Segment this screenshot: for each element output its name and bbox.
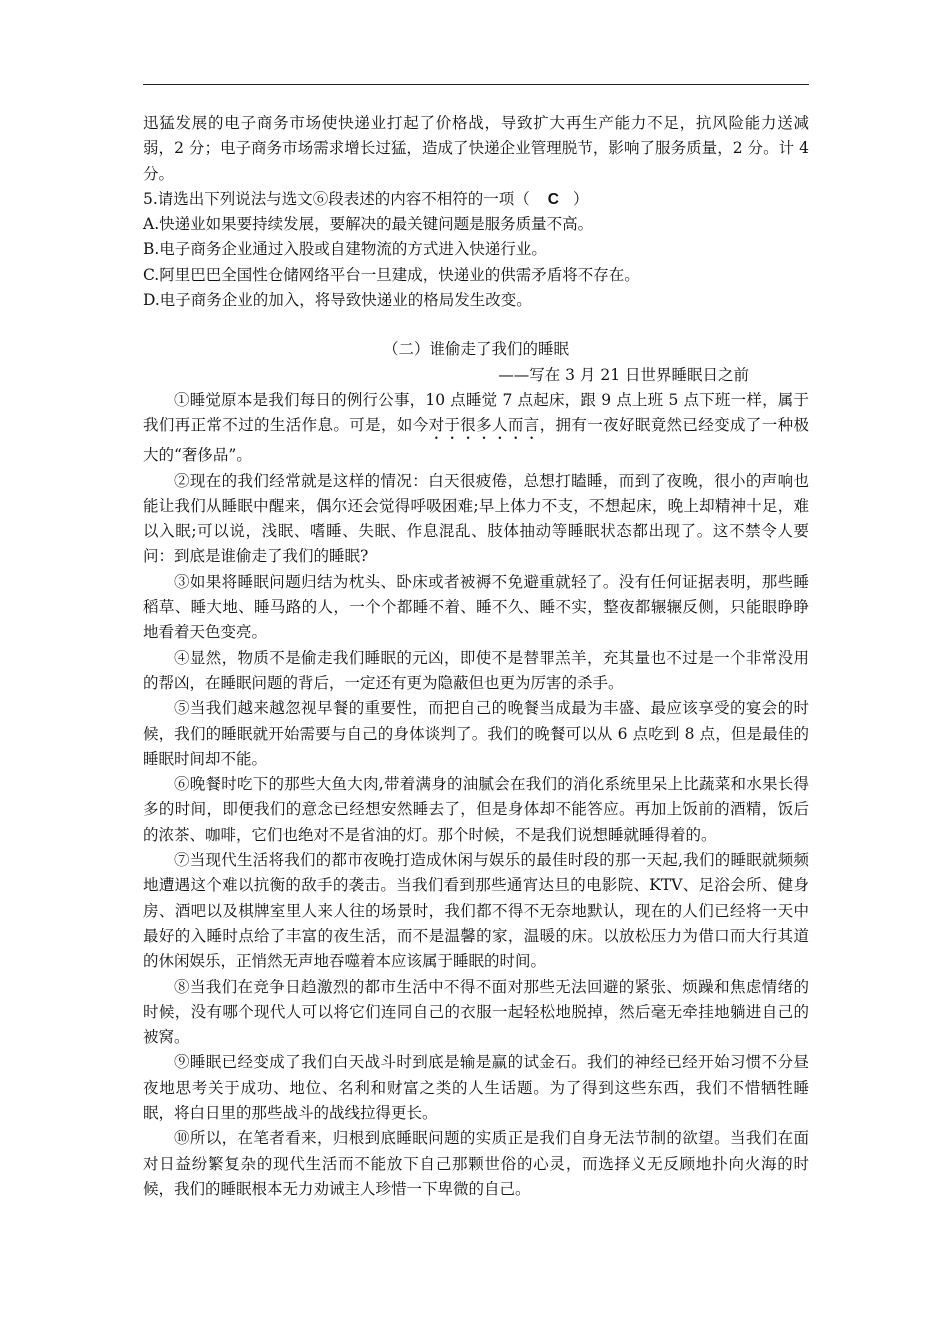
header-rule — [143, 84, 809, 85]
article-title: （二）谁偷走了我们的睡眠 — [382, 340, 569, 359]
paragraph-2: ②现在的我们经常就是这样的情况：白天很疲倦，总想打瞌睡，而到了夜晚，很小的声响也能让我们从睡眠中醒来，偶尔还会觉得呼吸困难;早上体力不支，不想起床，晚上却精神十足，难以入眠;可以说，浅眠、嗜睡、失眠、作息混乱、肢体抽动等睡眠状态都出现了。这不禁令人要问：到底是谁偷走了我们的睡眠? — [143, 471, 809, 566]
paragraph-9: ⑨睡眠已经变成了我们白天战斗时到底是输是赢的试金石。我们的神经已经开始习惯不分昼夜地思考关于成功、地位、名利和财富之类的人生话题。为了得到这些东西，我们不惜牺牲睡眠，将白日里的那些战斗的战线拉得更长。 — [143, 1053, 809, 1122]
paragraph-8: ⑧当我们在竞争日趋激烈的都市生活中不得不面对那些无法回避的紧张、烦躁和焦虑情绪的时候，没有哪个现代人可以将它们连同自己的衣服一起轻松地脱掉，然后毫无牵挂地躺进自己的被窝。 — [143, 977, 809, 1047]
option-b: B.电子商务企业通过入股或自建物流的方式进入快递行业。 — [143, 240, 547, 259]
option-d: D.电子商务企业的加入，将导致快递业的格局发生改变。 — [143, 291, 532, 310]
paragraph-5: ⑤当我们越来越忽视早餐的重要性，而把自己的晚餐当成最为丰盛、最应该享受的宴会的时候，我们的睡眠就开始需要与自己的身体谈判了。我们的晚餐可以从 6 点吃到 8 点，但是最佳的睡眠时间却不能。 — [143, 699, 809, 768]
paragraph-7: ⑦当现代生活将我们的都市夜晚打造成休闲与娱乐的最佳时段的那一天起,我们的睡眠就频频地遭遇这个难以抗衡的敌手的袭击。当我们看到那些通宵达旦的电影院、KTV、足浴会所、健身房、酒吧以及棋牌室里人来人往的场景时，我们都不得不无奈地默认，现在的人们已经将一天中最好的入睡时点给了丰富的夜生活，而不是温馨的家，温暖的床。以放松压力为借口而大行其道的休闲娱乐，正悄然无声地吞噬着本应该属于睡眠的时间。 — [143, 851, 809, 971]
paragraph-1 — [143, 388, 809, 469]
question-5-stem-text: 5.请选出下列说法与选文⑥段表述的内容不相符的一项（ — [143, 189, 530, 208]
document-body — [143, 111, 809, 1202]
previous-answer-text: 迅猛发展的电子商务市场使快递业打起了价格战，导致扩大再生产能力不足，抗风险能力送减弱，2 分；电子商务市场需求增长过猛，造成了快递企业管理脱节，影响了服务质量，2 分。计 4 分。 — [143, 114, 809, 183]
question-5-stem-close: ） — [573, 189, 589, 208]
option-a: A.快递业如果要持续发展，要解决的最关键问题是服务质量不高。 — [143, 215, 594, 234]
article-subtitle: ——写在 3 月 21 日世界睡眠日之前 — [498, 365, 749, 384]
paragraph-4: ④显然，物质不是偷走我们睡眠的元凶，即使不是替罪羔羊，充其量也不过是一个非常没用的帮凶，在睡眠问题的背后，一定还有更为隐蔽但也更为厉害的杀手。 — [143, 648, 809, 692]
paragraph-3: ③如果将睡眠问题归结为枕头、卧床或者被褥不免避重就轻了。没有任何证据表明，那些睡稻草、睡大地、睡马路的人，一个个都睡不着、睡不久、睡不实，整夜都辗辗反侧，只能眼睁睁地看着天色变亮。 — [143, 572, 809, 642]
question-5-stem — [143, 187, 809, 212]
section-gap — [143, 313, 809, 337]
paragraph-1-end: ，拥有一夜好眠竟然已经变成了一种极大的“奢侈品”。 — [143, 416, 809, 465]
paragraph-1-start: ①睡觉原本是我们每日的例行公事，10 点睡觉 7 点起床，跟 9 点上班 5 点下班一样，属于我们再正常不过的生活作息。可是，如今 — [143, 390, 809, 435]
paragraph-1-emphasis: 对于很多人而言 — [428, 416, 540, 435]
question-5-answer: C — [547, 190, 559, 208]
option-c: C.阿里巴巴全国性仓储网络平台一旦建成，快递业的供需矛盾将不存在。 — [143, 265, 640, 284]
paragraph-6: ⑥晚餐时吃下的那些大鱼大肉,带着满身的油腻会在我们的消化系统里呆上比蔬菜和水果长得多的时间，即便我们的意念已经想安然睡去了，但是身体却不能答应。再加上饭前的酒精，饭后的浓茶、咖啡，它们也绝对不是省油的灯。那个时候，不是我们说想睡就睡得着的。 — [143, 775, 809, 844]
paragraph-10: ⑩所以，在笔者看来，归根到底睡眠问题的实质正是我们自身无法节制的欲望。当我们在面对日益纷繁复杂的现代生活而不能放下自己那颗世俗的心灵，而选择义无反顾地扑向火海的时候，我们的睡眠根本无力劝诫主人珍惜一下卑微的自己。 — [143, 1129, 809, 1198]
